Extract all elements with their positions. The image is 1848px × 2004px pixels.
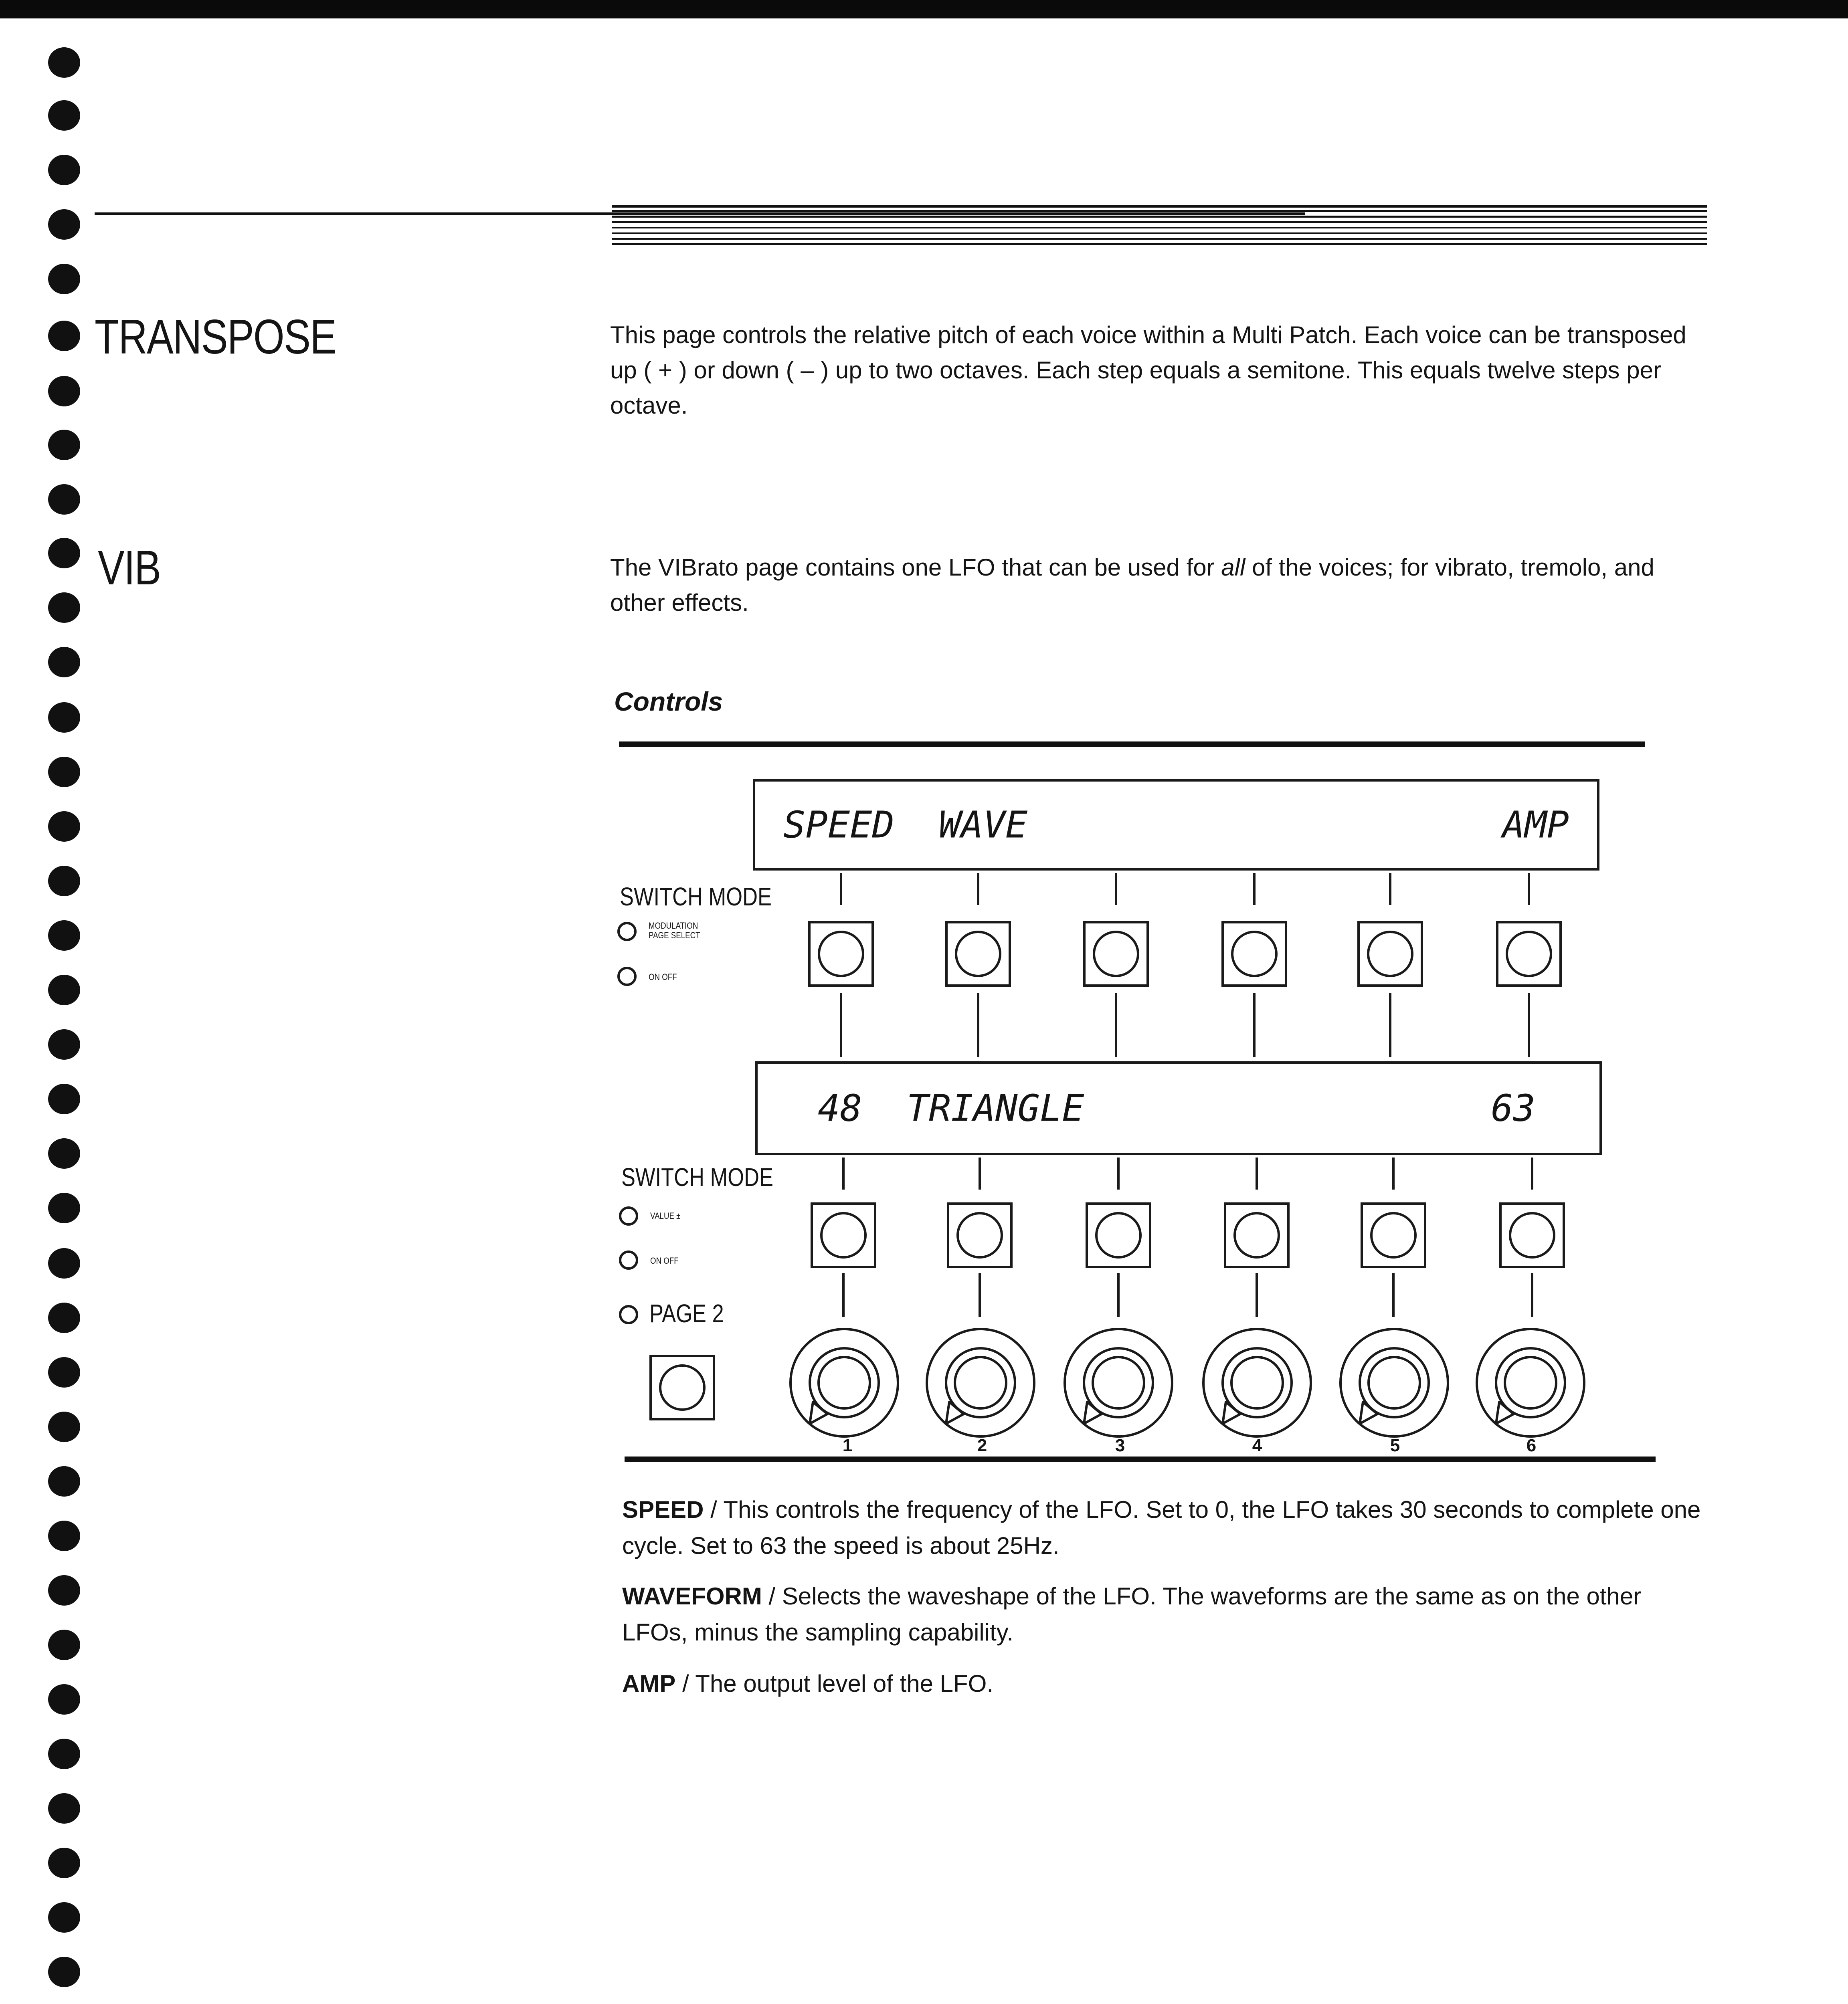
param-desc-amp: AMP / The output level of the LFO.	[622, 1670, 994, 1697]
upper-display	[753, 779, 1599, 871]
upper-switch-mode-label: SWITCH MODE	[620, 882, 772, 911]
lower-value-button-2[interactable]	[947, 1202, 1013, 1268]
binding-hole	[48, 1793, 80, 1824]
lower-display-left: 48 TRIANGLE	[818, 1087, 1084, 1130]
param-term-amp: AMP	[622, 1670, 676, 1697]
binding-hole	[48, 1412, 80, 1442]
lower-mode-option-2: ON OFF	[650, 1256, 679, 1266]
controls-title: Controls	[614, 687, 723, 716]
binding-hole	[48, 1521, 80, 1551]
header-stripes	[612, 205, 1707, 245]
upper-mode-radio-1[interactable]	[617, 922, 637, 941]
lower-value-button-4[interactable]	[1224, 1202, 1290, 1268]
page2-label: PAGE 2	[649, 1299, 724, 1328]
lower-value-button-6[interactable]	[1499, 1202, 1565, 1268]
binding-hole	[48, 155, 80, 185]
section-heading-transpose: TRANSPOSE	[95, 309, 336, 364]
binding-hole	[48, 376, 80, 406]
binding-hole	[48, 592, 80, 623]
binding-hole	[48, 1957, 80, 1987]
binding-hole	[48, 1902, 80, 1933]
lower-value-button-3[interactable]	[1086, 1202, 1151, 1268]
controls-bottom-rule	[625, 1457, 1656, 1462]
binding-hole	[48, 264, 80, 294]
knob-number-4: 4	[1252, 1436, 1262, 1455]
upper-mode-radio-2[interactable]	[617, 967, 637, 986]
knob-number-6: 6	[1526, 1436, 1537, 1455]
binding-hole	[48, 1193, 80, 1223]
upper-select-button-3[interactable]	[1083, 921, 1149, 987]
param-term-speed: SPEED	[622, 1496, 704, 1523]
knob-4[interactable]	[1201, 1327, 1313, 1439]
knob-number-2: 2	[977, 1436, 987, 1455]
binding-hole	[48, 647, 80, 677]
param-desc-speed: SPEED / This controls the frequency of the LFO. Set to 0, the LFO takes 30 seconds to complete one cycle. Set to 63 the speed is about 25Hz.	[622, 1496, 1701, 1559]
upper-select-button-2[interactable]	[945, 921, 1011, 987]
section-heading-vib: VIB	[98, 540, 161, 595]
knob-3[interactable]	[1062, 1327, 1175, 1439]
binding-hole	[48, 1029, 80, 1060]
page-button[interactable]	[649, 1355, 715, 1420]
binding-hole	[48, 920, 80, 951]
knob-6[interactable]	[1474, 1327, 1587, 1439]
knob-5[interactable]	[1338, 1327, 1450, 1439]
binding-hole	[48, 1739, 80, 1769]
lower-value-button-5[interactable]	[1361, 1202, 1426, 1268]
lower-mode-radio-2[interactable]	[619, 1250, 638, 1270]
lower-display-right: 63	[1491, 1087, 1535, 1130]
binding-hole	[48, 1466, 80, 1497]
binding-hole	[48, 1848, 80, 1878]
binding-hole	[48, 702, 80, 733]
binding-hole	[48, 1303, 80, 1333]
upper-display-right: AMP	[1502, 803, 1569, 846]
binding-hole	[48, 430, 80, 460]
binding-hole	[48, 321, 80, 351]
knob-1[interactable]	[788, 1327, 900, 1439]
knob-number-3: 3	[1115, 1436, 1125, 1455]
upper-display-left: SPEED WAVE	[783, 803, 1028, 846]
binding-hole	[48, 484, 80, 515]
vib-description: The VIBrato page contains one LFO that can be used for all of the voices; for vibrato, tremolo, and other effects.	[610, 554, 1654, 616]
upper-mode-option-2: ON OFF	[649, 972, 677, 982]
binding-hole	[48, 975, 80, 1005]
binding-hole	[48, 1084, 80, 1114]
binding-hole	[48, 1575, 80, 1606]
binding-hole	[48, 538, 80, 568]
binding-hole	[48, 1248, 80, 1279]
controls-top-rule	[619, 741, 1645, 747]
binding-hole	[48, 1684, 80, 1715]
emphasis-all: all	[1221, 554, 1245, 581]
binding-hole	[48, 209, 80, 240]
upper-select-button-6[interactable]	[1496, 921, 1562, 987]
page2-radio[interactable]	[619, 1305, 638, 1324]
lower-display	[755, 1061, 1602, 1155]
knob-number-5: 5	[1390, 1436, 1400, 1455]
upper-select-button-5[interactable]	[1357, 921, 1423, 987]
knob-number-1: 1	[842, 1436, 853, 1455]
binding-hole	[48, 1630, 80, 1660]
binding-hole	[48, 1357, 80, 1388]
transpose-description: This page controls the relative pitch of each voice within a Multi Patch. Each voice can be transposed up ( + ) or down ( – ) up to two octaves. Each step equals a semitone. This equals twelve steps per octave.	[610, 321, 1686, 419]
knob-2[interactable]	[924, 1327, 1037, 1439]
lower-switch-mode-label: SWITCH MODE	[621, 1163, 773, 1192]
binding-hole	[48, 100, 80, 131]
binding-hole	[48, 866, 80, 896]
param-desc-waveform: WAVEFORM / Selects the waveshape of the LFO. The waveforms are the same as on the other LFOs, minus the sampling capability.	[622, 1583, 1642, 1646]
binding-hole	[48, 47, 80, 78]
binding-hole	[48, 1138, 80, 1169]
binding-hole	[48, 811, 80, 842]
lower-mode-radio-1[interactable]	[619, 1206, 638, 1226]
upper-select-button-4[interactable]	[1221, 921, 1287, 987]
lower-mode-option-1: VALUE ±	[650, 1211, 681, 1221]
page-top-edge	[0, 0, 1848, 18]
binding-spine	[0, 0, 52, 2004]
upper-mode-option-1: MODULATION PAGE SELECT	[649, 921, 700, 940]
lower-value-button-1[interactable]	[811, 1202, 876, 1268]
param-term-waveform: WAVEFORM	[622, 1583, 762, 1610]
binding-hole	[48, 757, 80, 787]
upper-select-button-1[interactable]	[808, 921, 874, 987]
